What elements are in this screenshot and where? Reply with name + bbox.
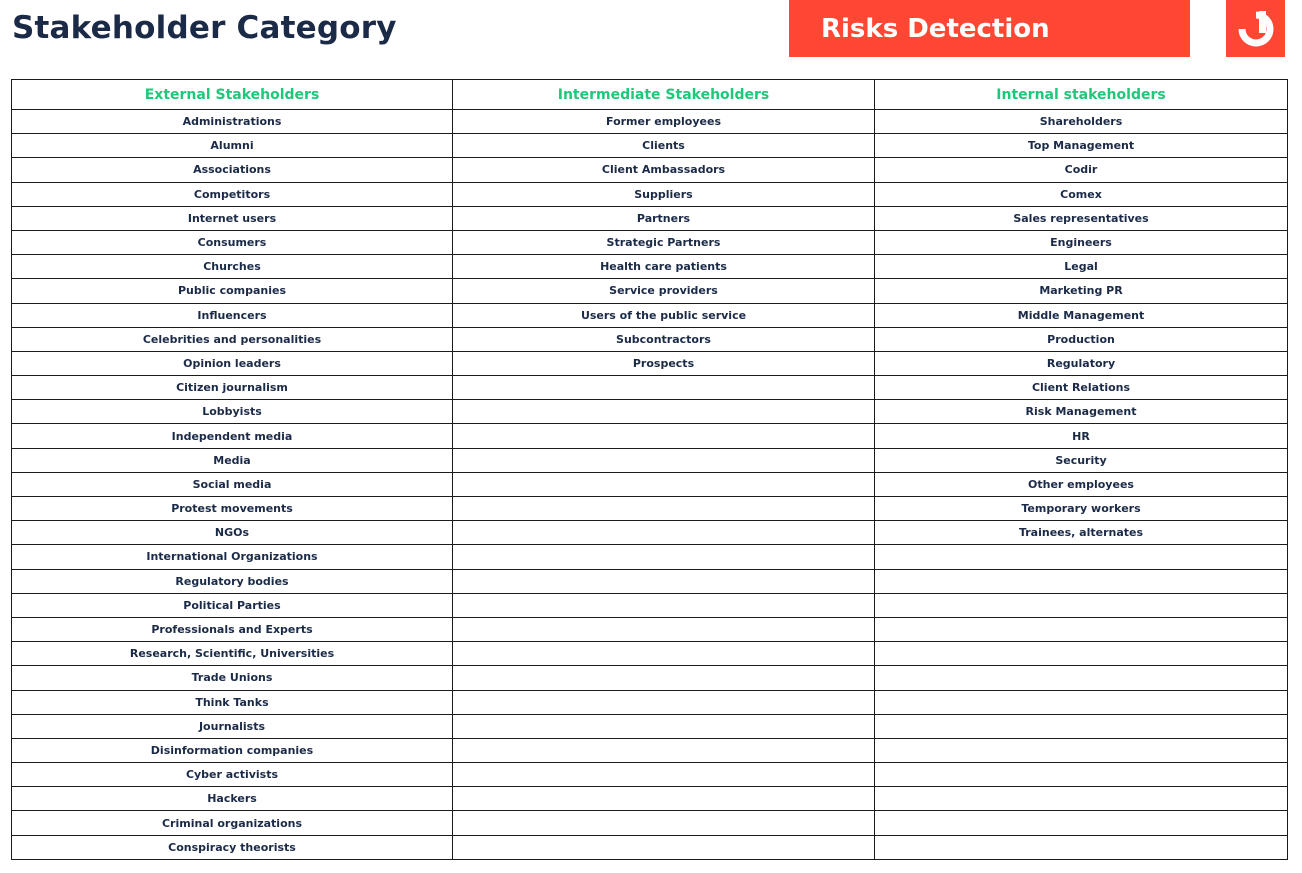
- table-row: [12, 763, 1288, 787]
- internal-cell: Regulatory: [875, 351, 1288, 375]
- column-header-internal: Internal stakeholders: [875, 80, 1288, 110]
- external-cell: Criminal organizations: [12, 811, 453, 835]
- table-row: [12, 110, 1288, 134]
- table-row: [12, 182, 1288, 206]
- column-header-intermediate: Intermediate Stakeholders: [453, 80, 875, 110]
- intermediate-cell: [453, 448, 875, 472]
- internal-cell: [875, 617, 1288, 641]
- internal-cell: Shareholders: [875, 110, 1288, 134]
- intermediate-cell: [453, 521, 875, 545]
- external-cell: Churches: [12, 255, 453, 279]
- intermediate-cell: [453, 763, 875, 787]
- internal-cell: [875, 787, 1288, 811]
- external-cell: NGOs: [12, 521, 453, 545]
- table-row: [12, 134, 1288, 158]
- internal-cell: [875, 738, 1288, 762]
- intermediate-cell: Users of the public service: [453, 303, 875, 327]
- table-row: [12, 497, 1288, 521]
- internal-cell: Marketing PR: [875, 279, 1288, 303]
- banner-label: Risks Detection: [821, 13, 1050, 44]
- internal-cell: Middle Management: [875, 303, 1288, 327]
- intermediate-cell: [453, 400, 875, 424]
- table-row: [12, 158, 1288, 182]
- internal-cell: Security: [875, 448, 1288, 472]
- internal-cell: [875, 811, 1288, 835]
- intermediate-cell: [453, 497, 875, 521]
- external-cell: Consumers: [12, 230, 453, 254]
- external-cell: Professionals and Experts: [12, 617, 453, 641]
- brand-logo-icon: [1236, 9, 1276, 49]
- external-cell: Research, Scientific, Universities: [12, 642, 453, 666]
- table-row: [12, 327, 1288, 351]
- intermediate-cell: Client Ambassadors: [453, 158, 875, 182]
- internal-cell: Temporary workers: [875, 497, 1288, 521]
- intermediate-cell: Suppliers: [453, 182, 875, 206]
- external-cell: Celebrities and personalities: [12, 327, 453, 351]
- table-row: [12, 521, 1288, 545]
- external-cell: Social media: [12, 472, 453, 496]
- table-header-row: [12, 80, 1288, 110]
- intermediate-cell: [453, 835, 875, 859]
- intermediate-cell: [453, 545, 875, 569]
- external-cell: Conspiracy theorists: [12, 835, 453, 859]
- internal-cell: [875, 569, 1288, 593]
- internal-cell: Codir: [875, 158, 1288, 182]
- external-cell: Internet users: [12, 206, 453, 230]
- table-row: [12, 666, 1288, 690]
- table-body: [12, 110, 1288, 860]
- internal-cell: [875, 593, 1288, 617]
- intermediate-cell: [453, 617, 875, 641]
- intermediate-cell: Health care patients: [453, 255, 875, 279]
- external-cell: Journalists: [12, 714, 453, 738]
- table-row: [12, 230, 1288, 254]
- table-row: [12, 448, 1288, 472]
- intermediate-cell: [453, 642, 875, 666]
- intermediate-cell: [453, 376, 875, 400]
- table-row: [12, 376, 1288, 400]
- page-title: Stakeholder Category: [12, 10, 397, 46]
- intermediate-cell: [453, 472, 875, 496]
- internal-cell: Client Relations: [875, 376, 1288, 400]
- internal-cell: Comex: [875, 182, 1288, 206]
- intermediate-cell: [453, 714, 875, 738]
- table-row: [12, 545, 1288, 569]
- intermediate-cell: [453, 424, 875, 448]
- section-banner: [789, 0, 1190, 57]
- intermediate-cell: [453, 787, 875, 811]
- table-row: [12, 569, 1288, 593]
- internal-cell: [875, 642, 1288, 666]
- table-row: [12, 206, 1288, 230]
- external-cell: Public companies: [12, 279, 453, 303]
- external-cell: Regulatory bodies: [12, 569, 453, 593]
- table-row: [12, 738, 1288, 762]
- internal-cell: [875, 714, 1288, 738]
- internal-cell: Engineers: [875, 230, 1288, 254]
- internal-cell: Trainees, alternates: [875, 521, 1288, 545]
- internal-cell: Production: [875, 327, 1288, 351]
- external-cell: Independent media: [12, 424, 453, 448]
- external-cell: Think Tanks: [12, 690, 453, 714]
- external-cell: Disinformation companies: [12, 738, 453, 762]
- intermediate-cell: Partners: [453, 206, 875, 230]
- internal-cell: Other employees: [875, 472, 1288, 496]
- external-cell: Administrations: [12, 110, 453, 134]
- intermediate-cell: Prospects: [453, 351, 875, 375]
- internal-cell: [875, 545, 1288, 569]
- internal-cell: Legal: [875, 255, 1288, 279]
- external-cell: Media: [12, 448, 453, 472]
- intermediate-cell: [453, 811, 875, 835]
- internal-cell: Risk Management: [875, 400, 1288, 424]
- intermediate-cell: [453, 593, 875, 617]
- external-cell: Cyber activists: [12, 763, 453, 787]
- intermediate-cell: Strategic Partners: [453, 230, 875, 254]
- internal-cell: [875, 690, 1288, 714]
- external-cell: Trade Unions: [12, 666, 453, 690]
- column-header-external: External Stakeholders: [12, 80, 453, 110]
- external-cell: Lobbyists: [12, 400, 453, 424]
- internal-cell: HR: [875, 424, 1288, 448]
- external-cell: Influencers: [12, 303, 453, 327]
- table-row: [12, 279, 1288, 303]
- external-cell: Hackers: [12, 787, 453, 811]
- table-row: [12, 351, 1288, 375]
- external-cell: Political Parties: [12, 593, 453, 617]
- table-row: [12, 690, 1288, 714]
- stakeholder-table: [11, 79, 1288, 860]
- external-cell: Protest movements: [12, 497, 453, 521]
- table-row: [12, 642, 1288, 666]
- table-row: [12, 714, 1288, 738]
- intermediate-cell: Clients: [453, 134, 875, 158]
- external-cell: International Organizations: [12, 545, 453, 569]
- intermediate-cell: Subcontractors: [453, 327, 875, 351]
- table-row: [12, 472, 1288, 496]
- table-row: [12, 835, 1288, 859]
- table-row: [12, 593, 1288, 617]
- external-cell: Competitors: [12, 182, 453, 206]
- intermediate-cell: Former employees: [453, 110, 875, 134]
- table-row: [12, 424, 1288, 448]
- table-row: [12, 303, 1288, 327]
- brand-logo: [1226, 0, 1285, 57]
- internal-cell: Top Management: [875, 134, 1288, 158]
- table-row: [12, 617, 1288, 641]
- external-cell: Associations: [12, 158, 453, 182]
- intermediate-cell: [453, 569, 875, 593]
- internal-cell: Sales representatives: [875, 206, 1288, 230]
- intermediate-cell: Service providers: [453, 279, 875, 303]
- internal-cell: [875, 835, 1288, 859]
- internal-cell: [875, 763, 1288, 787]
- intermediate-cell: [453, 690, 875, 714]
- table-row: [12, 400, 1288, 424]
- intermediate-cell: [453, 666, 875, 690]
- table-row: [12, 811, 1288, 835]
- external-cell: Alumni: [12, 134, 453, 158]
- table-row: [12, 255, 1288, 279]
- external-cell: Citizen journalism: [12, 376, 453, 400]
- external-cell: Opinion leaders: [12, 351, 453, 375]
- internal-cell: [875, 666, 1288, 690]
- intermediate-cell: [453, 738, 875, 762]
- table-row: [12, 787, 1288, 811]
